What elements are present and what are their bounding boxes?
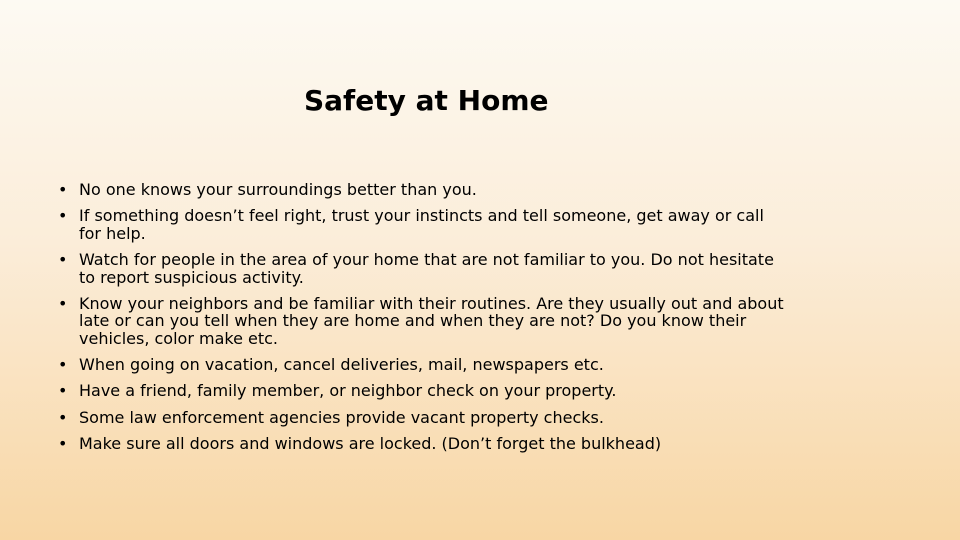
bullet-dot-icon: • bbox=[58, 434, 68, 454]
bullet-item bbox=[58, 435, 788, 453]
bullet-text: If something doesn’t feel right, trust your instincts and tell someone, get away or call for help. bbox=[79, 206, 764, 243]
bullet-item bbox=[58, 382, 788, 400]
bullet-item bbox=[58, 251, 788, 286]
bullet-text: Know your neighbors and be familiar with their routines. Are they usually out and about late or can you tell when they are home and when they are not? Do you know their vehicles, color make etc. bbox=[79, 293, 784, 348]
bullet-dot-icon: • bbox=[58, 293, 68, 313]
bullet-text: Some law enforcement agencies provide vacant property checks. bbox=[79, 407, 604, 427]
bullet-text: Make sure all doors and windows are locked. (Don’t forget the bulkhead) bbox=[79, 434, 662, 454]
bullet-dot-icon: • bbox=[58, 250, 68, 270]
bullet-item bbox=[58, 356, 788, 374]
bullet-list bbox=[58, 181, 788, 461]
bullet-dot-icon: • bbox=[58, 355, 68, 375]
slide-title: Safety at Home bbox=[304, 84, 549, 117]
bullet-text: Watch for people in the area of your home that are not familiar to you. Do not hesitate to report suspicious activity. bbox=[79, 250, 774, 287]
bullet-dot-icon: • bbox=[58, 407, 68, 427]
bullet-item bbox=[58, 207, 788, 242]
bullet-text: Have a friend, family member, or neighbor check on your property. bbox=[79, 381, 617, 401]
bullet-text: When going on vacation, cancel deliveries, mail, newspapers etc. bbox=[79, 355, 604, 375]
bullet-text: No one knows your surroundings better than you. bbox=[79, 180, 477, 199]
bullet-dot-icon: • bbox=[58, 381, 68, 401]
bullet-item bbox=[58, 295, 788, 348]
bullet-item bbox=[58, 181, 788, 199]
bullet-item bbox=[58, 409, 788, 427]
bullet-dot-icon: • bbox=[58, 180, 68, 199]
bullet-dot-icon: • bbox=[58, 206, 68, 226]
